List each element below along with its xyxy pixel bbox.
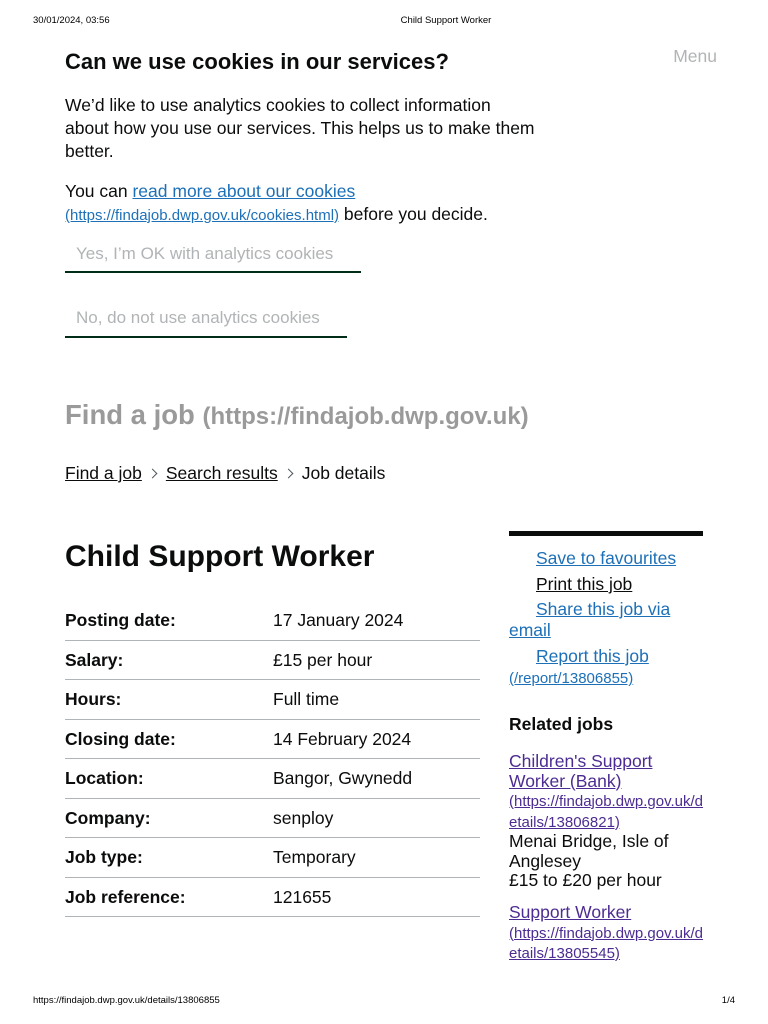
- detail-value: 17 January 2024: [273, 610, 404, 630]
- cookie-read-more-link[interactable]: read more about our cookies: [132, 181, 356, 201]
- related-job-title-link[interactable]: Children's Support Worker (Bank): [509, 751, 653, 791]
- detail-key: Hours:: [65, 689, 122, 709]
- report-job-link[interactable]: [509, 646, 709, 689]
- detail-row-job-type: [65, 838, 480, 878]
- detail-value: £15 per hour: [273, 649, 373, 670]
- detail-row-location: [65, 759, 480, 799]
- detail-value: Temporary: [273, 847, 356, 867]
- menu-button[interactable]: Menu: [673, 46, 717, 66]
- cookie-read-more-url[interactable]: (https://findajob.dwp.gov.uk/cookies.html): [65, 207, 340, 224]
- site-title-link[interactable]: [65, 399, 529, 431]
- reject-cookies-label: No, do not use analytics cookies: [76, 308, 320, 327]
- report-url: (/report/13806855): [509, 670, 634, 687]
- detail-key: Job reference:: [65, 886, 186, 907]
- share-label: Share this job via email: [509, 599, 671, 640]
- cookie-banner-title: Can we use cookies in our services?: [65, 49, 449, 74]
- related-job-pay: £15 to £20 per hour: [509, 870, 662, 890]
- cookie-read-prefix: You can: [65, 181, 133, 201]
- print-footer-url: https://findajob.dwp.gov.uk/details/13806855: [33, 995, 220, 1006]
- detail-row-salary: [65, 641, 480, 681]
- share-job-email-link[interactable]: [509, 599, 709, 641]
- chevron-right-icon: [283, 469, 293, 479]
- print-title: Child Support Worker: [400, 15, 492, 26]
- site-url: (https://findajob.dwp.gov.uk): [202, 403, 529, 430]
- print-datetime: 30/01/2024, 03:56: [33, 15, 110, 26]
- related-job-url[interactable]: (https://findajob.dwp.gov.uk/details/13805545): [509, 924, 704, 962]
- print-job-link[interactable]: [509, 574, 709, 595]
- detail-value: 14 February 2024: [273, 728, 412, 749]
- cookie-read-more: [65, 180, 545, 227]
- detail-row-posting-date: [65, 601, 480, 641]
- detail-key: Company:: [65, 807, 151, 828]
- job-title: Child Support Worker: [65, 540, 375, 573]
- detail-value: Bangor, Gwynedd: [273, 768, 413, 788]
- detail-key: Closing date:: [65, 728, 176, 749]
- detail-key: Job type:: [65, 847, 143, 867]
- breadcrumb-search-results[interactable]: Search results: [165, 463, 278, 483]
- detail-value: Full time: [273, 689, 340, 709]
- detail-value: 121655: [273, 886, 332, 907]
- site-title: Find a job: [65, 399, 195, 430]
- accept-cookies-label: Yes, I’m OK with analytics cookies: [76, 244, 334, 263]
- detail-key: Location:: [65, 768, 144, 788]
- job-details-table: [65, 601, 480, 917]
- cookie-banner-text: We’d like to use analytics cookies to collect information about how you use our services. This helps us to make them better.: [65, 95, 535, 161]
- button-underline: [65, 336, 347, 338]
- detail-key: Posting date:: [65, 610, 176, 630]
- detail-value: senploy: [273, 807, 334, 828]
- breadcrumb: [65, 463, 385, 484]
- detail-row-company: [65, 799, 480, 839]
- save-to-favourites-link[interactable]: [509, 548, 709, 569]
- related-job-item: [509, 903, 704, 964]
- breadcrumb-find-a-job[interactable]: Find a job: [65, 463, 142, 483]
- report-label: Report this job: [536, 646, 649, 666]
- print-footer-page: 1/4: [721, 995, 735, 1006]
- accept-analytics-cookies-button[interactable]: [65, 244, 361, 273]
- detail-key: Salary:: [65, 649, 124, 670]
- related-job-title-link[interactable]: Support Worker: [509, 902, 632, 922]
- save-label: Save to favourites: [536, 548, 677, 568]
- detail-row-closing-date: [65, 720, 480, 760]
- print-label: Print this job: [536, 574, 633, 594]
- reject-analytics-cookies-button[interactable]: [65, 308, 347, 338]
- button-underline: [65, 271, 361, 273]
- cookie-read-suffix: before you decide.: [339, 204, 488, 224]
- related-job-item: [509, 752, 704, 891]
- detail-row-hours: [65, 680, 480, 720]
- related-job-location: Menai Bridge, Isle of Anglesey: [509, 831, 669, 871]
- breadcrumb-job-details: Job details: [301, 463, 386, 483]
- detail-row-job-reference: [65, 878, 480, 918]
- related-job-url[interactable]: (https://findajob.dwp.gov.uk/details/13806821): [509, 793, 704, 831]
- chevron-right-icon: [147, 469, 157, 479]
- related-jobs-heading: Related jobs: [509, 714, 614, 734]
- sidebar-top-rule: [509, 531, 703, 536]
